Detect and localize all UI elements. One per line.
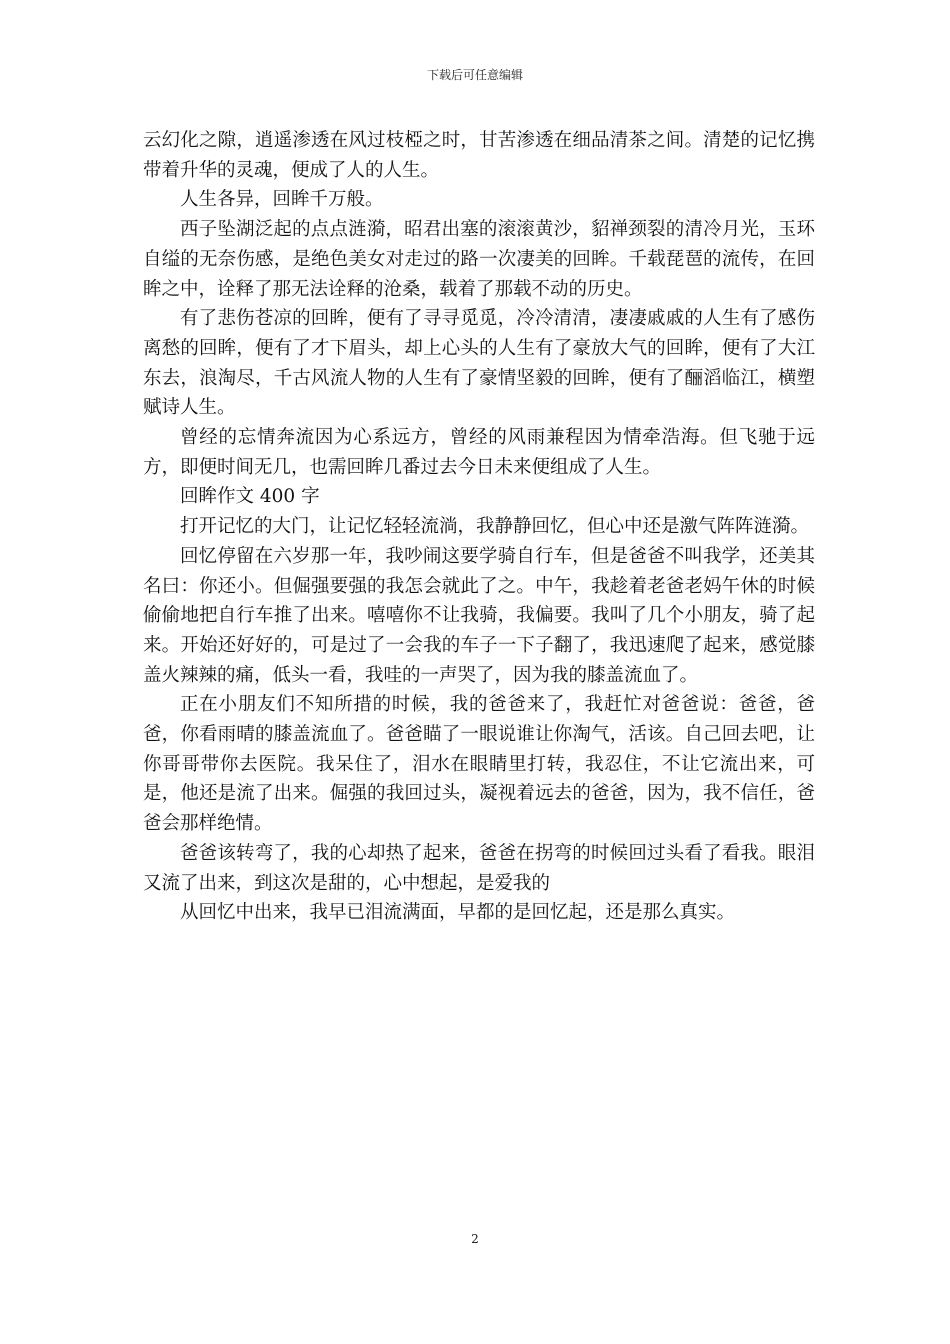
paragraph-7: 回忆停留在六岁那一年，我吵闹这要学骑自行车，但是爸爸不叫我学，还美其名曰：你还小。但倔强要强的我怎会就此了之。中午，我趁着老爸老妈午休的时候偷偷地把自行车推了出来。嘻嘻你不让我骑，我偏要。我叫了几个小朋友，骑了起来。开始还好好的，可是过了一会我的车子一下子翻了，我迅速爬了起来，感觉膝盖火辣辣的痛，低头一看，我哇的一声哭了，因为我的膝盖流血了。 (143, 545, 815, 686)
paragraph-10: 从回忆中出来，我早已泪流满面，早都的是回忆起，还是那么真实。 (180, 902, 736, 924)
paragraph-5: 曾经的忘情奔流因为心系远方，曾经的风雨兼程因为情牵浩海。但飞驰于远方，即便时间无几，也需回眸几番过去今日未来便组成了人生。 (143, 427, 815, 478)
paragraph-9: 爸爸该转弯了，我的心却热了起来，爸爸在拐弯的时候回过头看了看我。眼泪又流了出来，到这次是甜的，心中想起，是爱我的 (143, 842, 815, 894)
paragraph-6: 打开记忆的大门，让记忆轻轻流淌，我静静回忆，但心中还是激气阵阵涟漪。 (180, 516, 810, 538)
document-body (143, 126, 815, 928)
page-header: 下载后可任意编辑 (426, 68, 523, 82)
section-heading: 回眸作文 400 字 (180, 486, 320, 508)
paragraph-3: 西子坠湖泛起的点点涟漪，昭君出塞的滚滚黄沙，貂禅颈裂的清冷月光，玉环自缢的无奈伤感，是绝色美女对走过的路一次凄美的回眸。千载琵琶的流传，在回眸之中，诠释了那无法诠释的沧桑，载着了那载不动的历史。 (143, 219, 815, 300)
paragraph-8: 正在小朋友们不知所措的时候，我的爸爸来了，我赶忙对爸爸说：爸爸，爸爸，你看雨晴的膝盖流血了。爸爸瞄了一眼说谁让你淘气，活该。自己回去吧，让你哥哥带你去医院。我呆住了，泪水在眼睛里打转，我忍住，不让它流出来，可是，他还是流了出来。倔强的我回过头，凝视着远去的爸爸，因为，我不信任，爸爸会那样绝情。 (143, 694, 815, 835)
paragraph-1: 云幻化之隙，逍遥渗透在风过枝椏之时，甘苦渗透在细品清茶之间。清楚的记忆携带着升华的灵魂，便成了人的人生。 (143, 130, 815, 181)
paragraph-4: 有了悲伤苍凉的回眸，便有了寻寻觅觅，冷冷清清，凄凄戚戚的人生有了感伤离愁的回眸，便有了才下眉头，却上心头的人生有了豪放大气的回眸，便有了大江东去，浪淘尽，千古风流人物的人生有了豪情坚毅的回眸，便有了酾滔临江，横塑赋诗人生。 (143, 308, 815, 419)
paragraph-2: 人生各异，回眸千万般。 (180, 189, 384, 211)
page-number: 2 (471, 1232, 479, 1246)
